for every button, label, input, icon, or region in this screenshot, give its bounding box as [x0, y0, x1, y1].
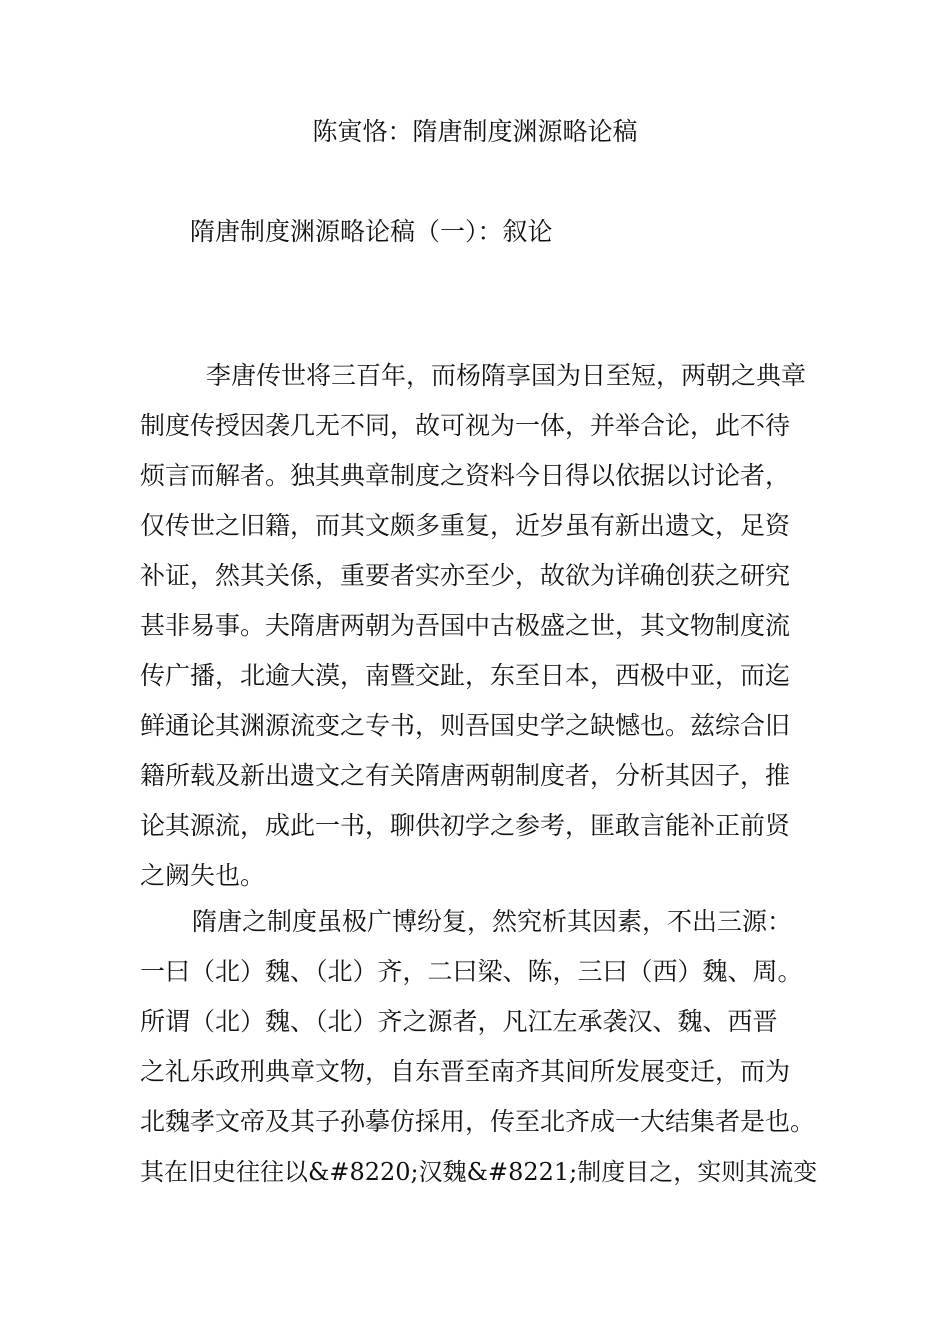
text-line: 隋唐之制度虽极广博纷复，然究析其因素，不出三源： [192, 907, 793, 936]
text-line: 传广播，北逾大漠，南暨交趾，东至日本，西极中亚，而迄 [140, 661, 791, 690]
text-line: 论其源流，成此一书，聊供初学之参考，匪敢言能补正前贤 [140, 811, 791, 840]
text-line: 所谓（北）魏、（北）齐之源者，凡江左承袭汉、魏、西晋 [140, 1007, 778, 1036]
text-line: 制度传授因袭几无不同，故可视为一体，并举合论，此不待 [140, 411, 791, 440]
text-line: 李唐传世将三百年，而杨隋享国为日至短，两朝之典章 [206, 361, 807, 390]
section-heading: 隋唐制度渊源略论稿（一）：叙论 [190, 217, 553, 246]
text-line: 鲜通论其渊源流变之专书，则吾国史学之缺憾也。兹综合旧 [140, 711, 791, 740]
paragraph-intro [140, 351, 830, 901]
text-line: 仅传世之旧籍，而其文颇多重复，近岁虽有新出遗文，足资 [140, 511, 791, 540]
text-line: 一曰（北）魏、（北）齐，二曰梁、陈，三曰（西）魏、周。 [140, 957, 803, 986]
text-line: 之礼乐政刑典章文物，自东晋至南齐其间所发展变迁，而为 [140, 1057, 791, 1086]
text-line: 补证，然其关係，重要者实亦至少，故欲为详确创获之研究 [140, 561, 791, 590]
text-line: 烦言而解者。独其典章制度之资料今日得以依据以讨论者， [140, 461, 791, 490]
text-line: 甚非易事。夫隋唐两朝为吾国中古极盛之世，其文物制度流 [140, 611, 791, 640]
text-line: 其在旧史往往以&#8220;汉魏&#8221;制度目之，实则其流变 [140, 1158, 818, 1186]
text-line: 北魏孝文帝及其子孙摹仿採用，传至北齐成一大结集者是也。 [140, 1107, 816, 1136]
text-line: 之阙失也。 [140, 861, 266, 890]
paragraph-three-sources [140, 897, 830, 1197]
document-title: 陈寅恪：隋唐制度渊源略论稿 [312, 117, 638, 146]
text-line: 籍所载及新出遗文之有关隋唐两朝制度者，分析其因子，推 [140, 761, 791, 790]
